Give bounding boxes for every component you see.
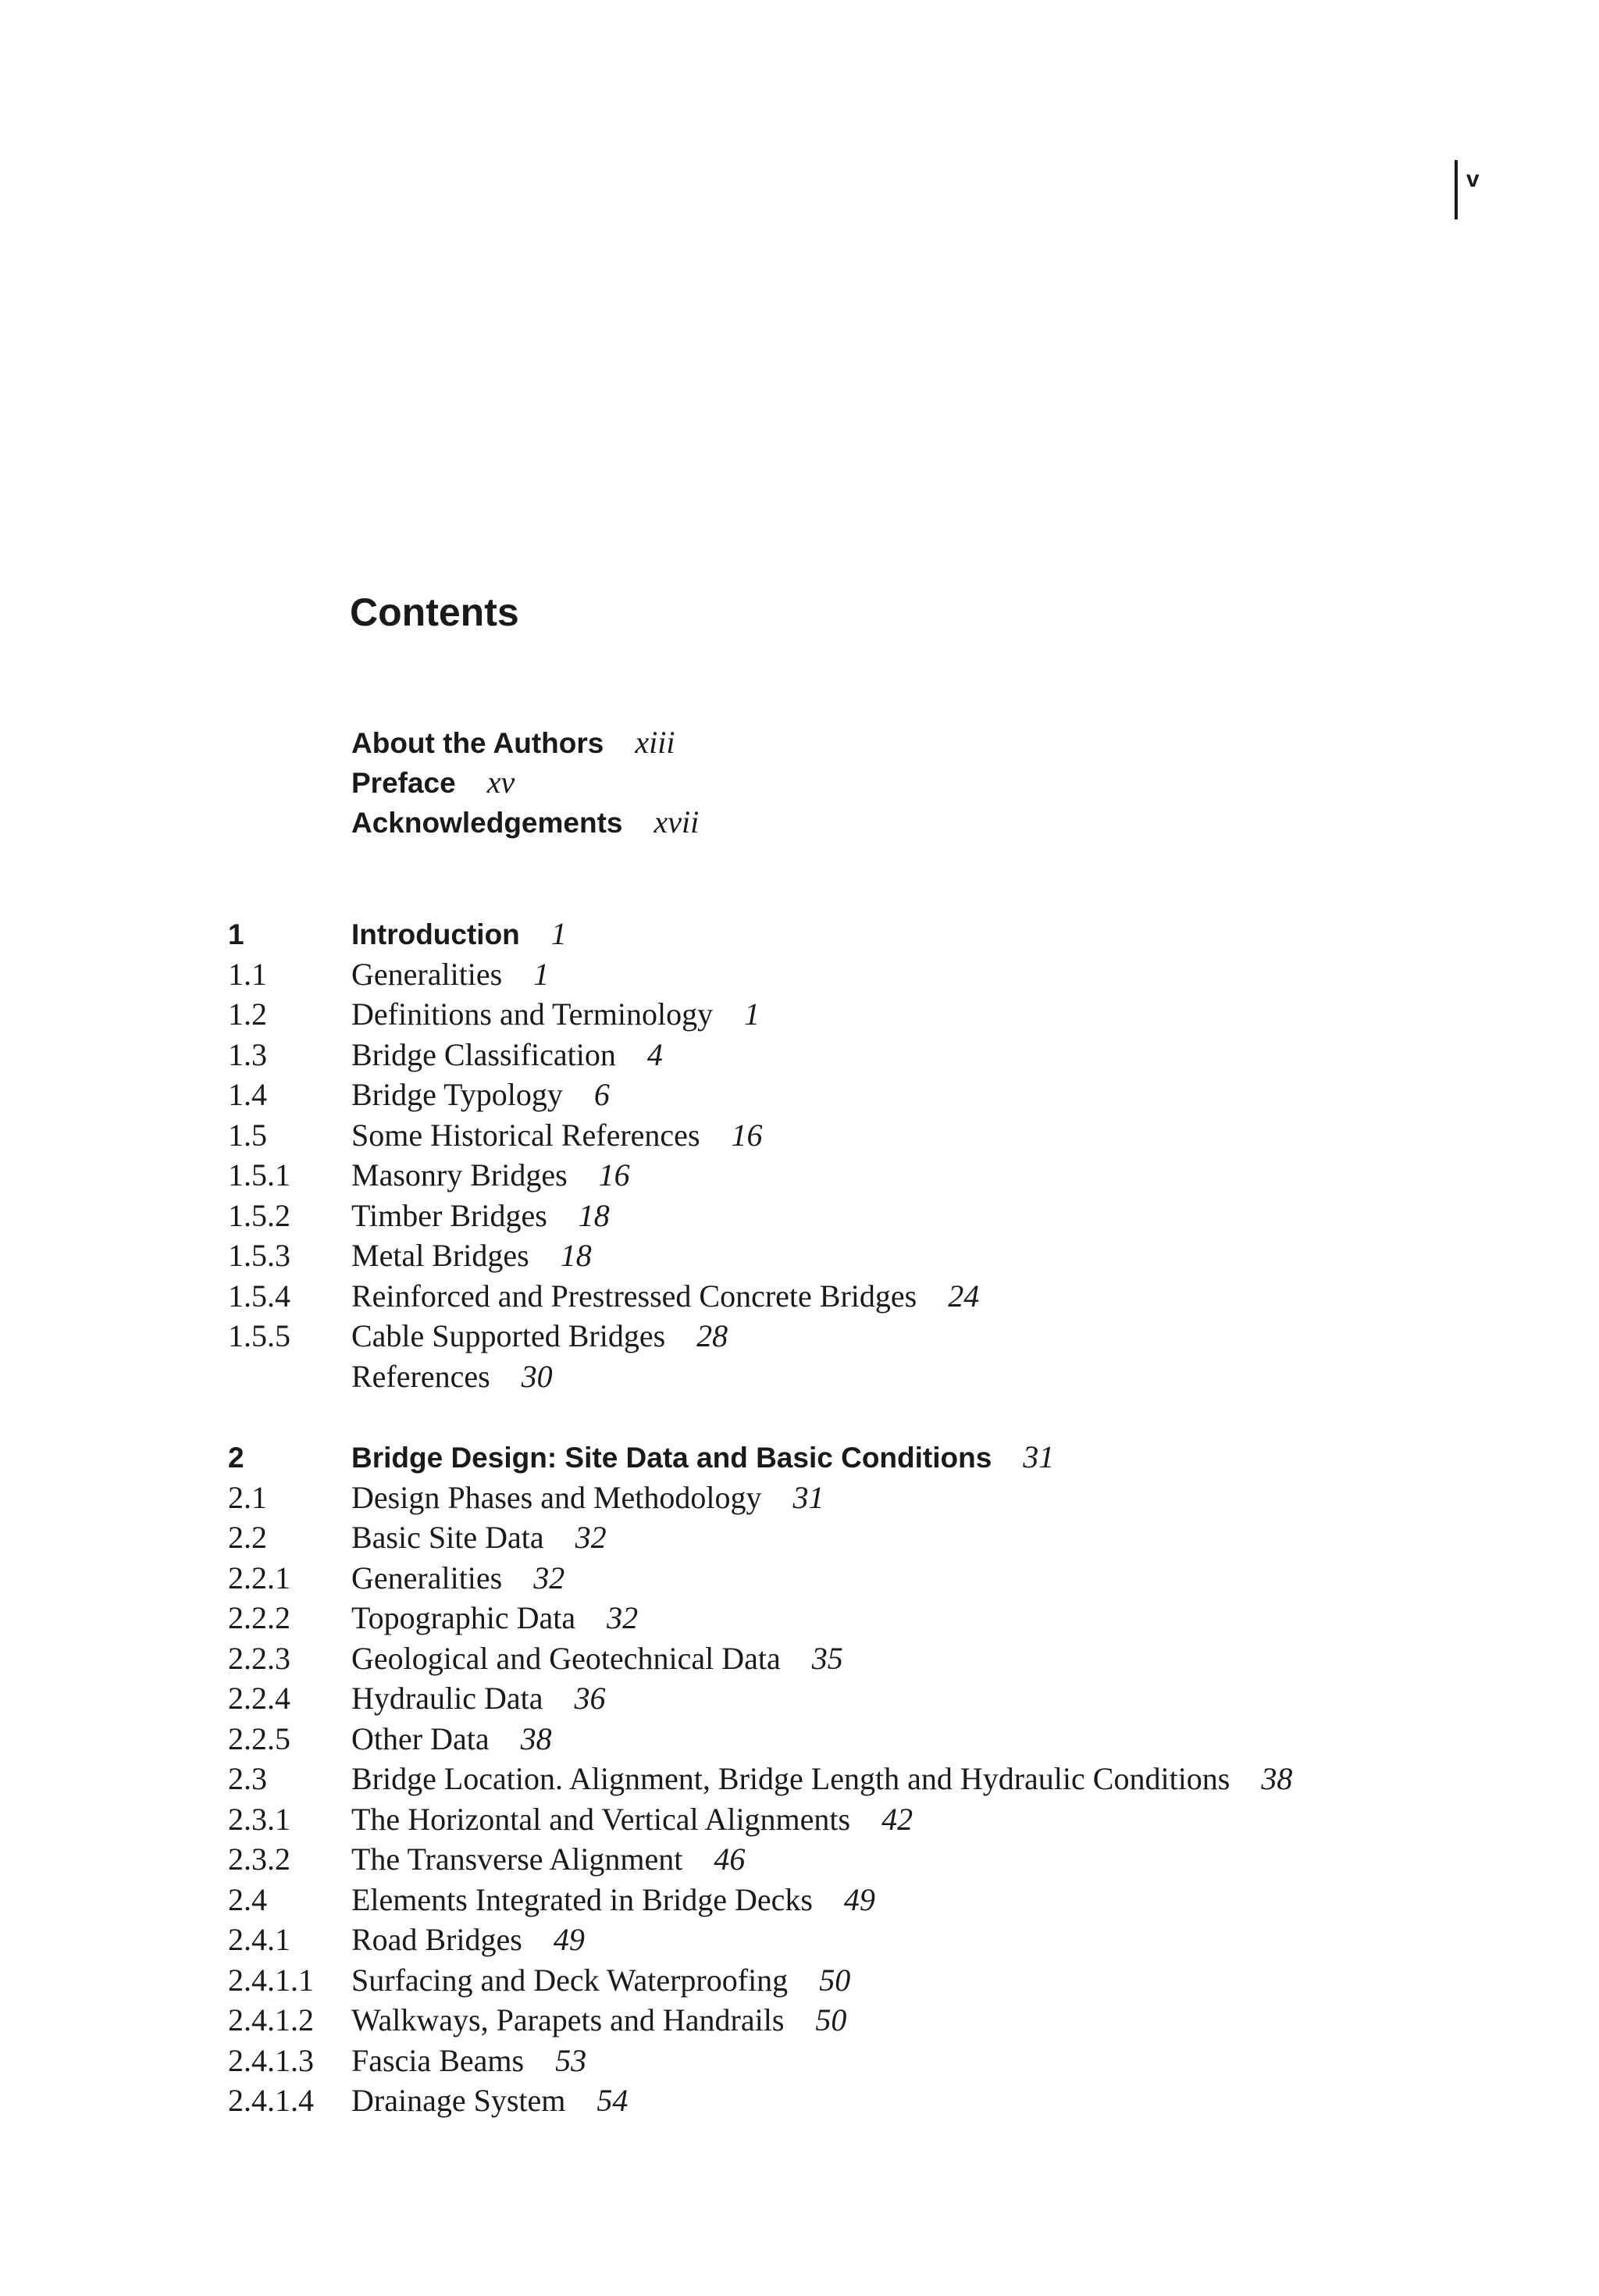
section-page: 18 xyxy=(578,1197,610,1233)
toc-entry[interactable] xyxy=(228,994,979,1035)
chapter-title: Bridge Design: Site Data and Basic Conditions xyxy=(351,1442,992,1474)
toc-entry[interactable] xyxy=(228,1719,1292,1759)
front-matter-item-acknowledgements[interactable] xyxy=(351,802,699,842)
section-title: Timber Bridges xyxy=(351,1197,547,1233)
section-number: 2.2.4 xyxy=(228,1681,290,1716)
section-title: Topographic Data xyxy=(351,1600,576,1635)
toc-entry[interactable] xyxy=(228,1638,1292,1679)
section-title: Design Phases and Methodology xyxy=(351,1479,762,1515)
section-title: Definitions and Terminology xyxy=(351,996,714,1032)
section-number: 2.4 xyxy=(228,1881,267,1917)
section-title: The Horizontal and Vertical Alignments xyxy=(351,1801,851,1837)
section-page: 50 xyxy=(819,1962,851,1998)
section-title: Metal Bridges xyxy=(351,1238,529,1273)
toc-entry[interactable] xyxy=(228,1678,1292,1719)
chapter-heading[interactable] xyxy=(228,914,979,954)
section-number: 1.4 xyxy=(228,1077,267,1112)
section-page: 32 xyxy=(607,1600,639,1635)
toc-entry[interactable] xyxy=(228,2041,1292,2081)
toc-entry[interactable] xyxy=(228,2080,1292,2121)
toc-entry[interactable] xyxy=(228,1759,1292,1799)
section-title: Basic Site Data xyxy=(351,1520,544,1555)
section-page: 35 xyxy=(811,1640,843,1676)
section-page: 1 xyxy=(744,996,760,1032)
toc-entry[interactable] xyxy=(228,1598,1292,1638)
section-title: Bridge Typology xyxy=(351,1077,563,1112)
front-matter-item-preface[interactable] xyxy=(351,762,699,802)
section-title: Cable Supported Bridges xyxy=(351,1318,666,1353)
section-page: 50 xyxy=(815,2002,847,2038)
toc-entry[interactable] xyxy=(228,1880,1292,1920)
section-number: 1.1 xyxy=(228,956,267,992)
section-page: 1 xyxy=(533,956,550,992)
section-page: 16 xyxy=(731,1117,763,1153)
section-title: Generalities xyxy=(351,956,503,992)
front-matter-item-about-authors[interactable] xyxy=(351,722,699,762)
front-matter-label: About the Authors xyxy=(351,727,604,759)
section-number: 1.5.1 xyxy=(228,1157,290,1193)
section-title: Elements Integrated in Bridge Decks xyxy=(351,1881,813,1917)
section-number: 2.4.1.2 xyxy=(228,2002,314,2038)
section-number: 2.1 xyxy=(228,1479,267,1515)
section-page: 38 xyxy=(1261,1761,1293,1796)
section-title: Bridge Location. Alignment, Bridge Length and Hydraulic Conditions xyxy=(351,1761,1230,1796)
toc-entry[interactable] xyxy=(228,1478,1292,1518)
section-page: 32 xyxy=(533,1560,565,1595)
section-page: 4 xyxy=(646,1036,663,1072)
toc-entry[interactable] xyxy=(228,1115,979,1156)
section-title: Bridge Classification xyxy=(351,1036,616,1072)
toc-entry[interactable] xyxy=(228,1517,1292,1558)
front-matter-list xyxy=(351,722,699,842)
section-number: 2.2.5 xyxy=(228,1720,290,1756)
toc-entry[interactable] xyxy=(228,1235,979,1276)
chapter-number: 2 xyxy=(228,1442,244,1474)
toc-entry[interactable] xyxy=(228,1196,979,1236)
page-marker-rule xyxy=(1455,160,1458,219)
section-number: 2.4.1.3 xyxy=(228,2042,314,2078)
section-title: Geological and Geotechnical Data xyxy=(351,1640,781,1676)
section-page: 16 xyxy=(598,1157,630,1193)
section-title: Some Historical References xyxy=(351,1117,700,1153)
section-page: 18 xyxy=(560,1238,592,1273)
section-number: 1.5.4 xyxy=(228,1278,290,1314)
section-title: Other Data xyxy=(351,1720,490,1756)
chapter-heading[interactable] xyxy=(228,1437,1292,1478)
section-title: Reinforced and Prestressed Concrete Bridges xyxy=(351,1278,917,1314)
section-title: Fascia Beams xyxy=(351,2042,525,2078)
section-number: 2.2 xyxy=(228,1520,267,1555)
toc-entry[interactable] xyxy=(228,1839,1292,1880)
front-matter-page: xvii xyxy=(653,804,700,840)
page-number: v xyxy=(1466,166,1480,192)
section-title: The Transverse Alignment xyxy=(351,1841,683,1877)
section-title: Drainage System xyxy=(351,2083,566,2118)
front-matter-page: xiii xyxy=(635,725,675,760)
section-page: 46 xyxy=(714,1841,746,1877)
section-number: 1.2 xyxy=(228,996,267,1032)
front-matter-page: xv xyxy=(486,765,515,800)
section-title: Generalities xyxy=(351,1560,503,1595)
section-number: 1.5.3 xyxy=(228,1238,290,1273)
toc-entry[interactable] xyxy=(228,1960,1292,2001)
front-matter-label: Acknowledgements xyxy=(351,807,623,839)
contents-title: Contents xyxy=(350,590,519,634)
toc-entry[interactable] xyxy=(228,1276,979,1317)
chapter-2-block xyxy=(228,1437,1292,2121)
toc-entry[interactable] xyxy=(228,1920,1292,1960)
section-page: 54 xyxy=(597,2083,629,2118)
section-page: 30 xyxy=(521,1358,553,1394)
toc-entry[interactable] xyxy=(228,1799,1292,1840)
toc-entry[interactable] xyxy=(228,954,979,995)
section-page: 38 xyxy=(520,1720,552,1756)
section-number: 1.3 xyxy=(228,1036,267,1072)
section-page: 42 xyxy=(881,1801,913,1837)
section-page: 49 xyxy=(553,1922,585,1957)
section-page: 53 xyxy=(555,2042,587,2078)
section-title: Walkways, Parapets and Handrails xyxy=(351,2002,785,2038)
section-page: 28 xyxy=(696,1318,728,1353)
chapter-1-block xyxy=(228,914,979,1396)
section-number: 2.3 xyxy=(228,1761,267,1796)
section-number: 2.2.3 xyxy=(228,1640,290,1676)
section-title: Road Bridges xyxy=(351,1922,522,1957)
section-title: Masonry Bridges xyxy=(351,1157,568,1193)
section-title: Hydraulic Data xyxy=(351,1681,543,1716)
section-title: References xyxy=(351,1358,490,1394)
toc-entry[interactable] xyxy=(228,1155,979,1196)
front-matter-label: Preface xyxy=(351,767,456,799)
section-page: 6 xyxy=(593,1077,610,1112)
section-number: 1.5.5 xyxy=(228,1318,290,1353)
section-page: 49 xyxy=(843,1881,875,1917)
section-number: 2.3.2 xyxy=(228,1841,290,1877)
toc-entry[interactable] xyxy=(228,1075,979,1115)
chapter-page: 1 xyxy=(550,916,567,951)
chapter-number: 1 xyxy=(228,918,244,950)
section-number: 2.4.1.1 xyxy=(228,1962,314,1998)
section-page: 32 xyxy=(575,1520,607,1555)
section-number: 2.3.1 xyxy=(228,1801,290,1837)
section-title: Surfacing and Deck Waterproofing xyxy=(351,1962,789,1998)
toc-entry[interactable] xyxy=(228,2000,1292,2041)
section-page: 24 xyxy=(948,1278,980,1314)
toc-entry[interactable] xyxy=(228,1316,979,1357)
chapter-page: 31 xyxy=(1023,1439,1055,1474)
toc-entry[interactable] xyxy=(228,1357,979,1397)
section-page: 36 xyxy=(574,1681,606,1716)
chapter-title: Introduction xyxy=(351,918,520,950)
section-number: 1.5 xyxy=(228,1117,267,1153)
toc-entry[interactable] xyxy=(228,1035,979,1075)
section-number: 1.5.2 xyxy=(228,1197,290,1233)
section-number: 2.2.1 xyxy=(228,1560,290,1595)
section-number: 2.2.2 xyxy=(228,1600,290,1635)
section-page: 31 xyxy=(792,1479,824,1515)
section-number: 2.4.1.4 xyxy=(228,2083,314,2118)
section-number: 2.4.1 xyxy=(228,1922,290,1957)
toc-entry[interactable] xyxy=(228,1558,1292,1599)
